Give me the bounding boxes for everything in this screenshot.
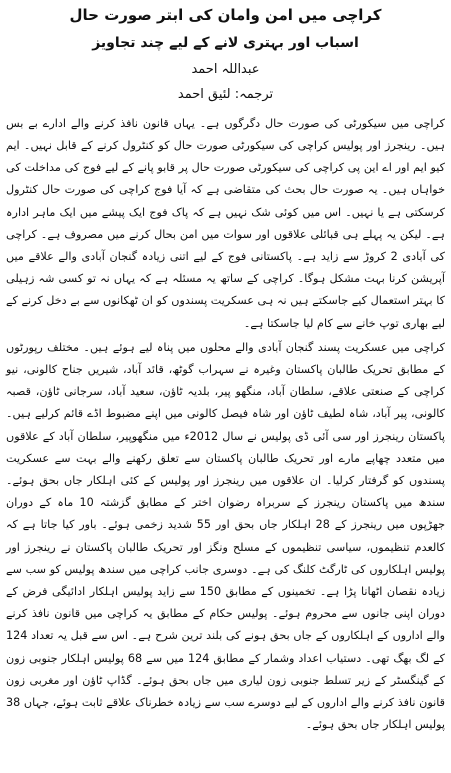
article-page [6, 4, 445, 769]
article-translator: ترجمہ: لئیق احمد [177, 86, 274, 102]
article-subtitle: اسباب اور بہتری لانے کے لیے چند تجاویز [92, 34, 359, 51]
article-title: کراچی میں امن وامان کی ابتر صورت حال [69, 6, 382, 24]
article-paragraph-2: کراچی میں عسکریت پسند گنجان آبادی والے محلوں میں پناہ لیے ہوئے ہیں۔ مختلف رپورٹوں کے مطابق تحریک طالبان پاکستان وغیرہ نے سہراب گوٹھ، قائد آباد، شیریں جناح کالونی، نیو کراچی کے صنعتی علاقے، سلطان آباد، منگھو پیر، بلدیہ ٹاؤن، سعید آباد، سرجانی ٹاؤن، قصبہ کالونی، پیر آباد، شاہ لطیف ٹاؤن اور شاہ فیصل کالونی میں اپنے مضبوط اڈے قائم کرلیے ہیں۔ پاکستان رینجرز اور سی آئی ڈی پولیس نے سال 2012ء میں منگھوپیر، سلطان آباد کے علاقوں میں متعدد چھاپے مارے اور تحریک طالبان پاکستان سے تعلق رکھنے والے بہت سے عسکریت پسندوں کو گرفتار کرلیا۔ ان علاقوں میں رینجرز اور پولیس کے کئی اہلکار جاں بحق ہوئے۔ سندھ میں پاکستان رینجرز کے سربراہ رضوان اختر کے مطابق گزشتہ 10 ماہ کے دوران جھڑپوں میں رینجرز کے 28 اہلکار جاں بحق اور 55 شدید زخمی ہوئے۔ باور کیا جاتا ہے کہ کالعدم تنظیموں، سیاسی تنظیموں کے مسلح ونگز اور تحریک طالبان پاکستان نے رینجرز اور پولیس اہلکاروں کی ٹارگٹ کلنگ کی ہے۔ دوسری جانب کراچی میں سندھ پولیس کو سب سے زیادہ نقصان اٹھانا پڑا ہے۔ تخمینوں کے مطابق 150 سے زاید پولیس اہلکار ادائیگی فرض کے دوران اپنی جانوں سے محروم ہوئے۔ پولیس حکام کے مطابق یہ کراچی میں قانون نافذ کرنے والے اداروں کے اہلکاروں کے جاں بحق ہونے کی بلند ترین شرح ہے۔ اس سے قبل یہ تعداد 124 کے لگ بھگ تھی۔ دستیاب اعداد وشمار کے مطابق 124 میں سے 68 پولیس اہلکار جنوبی زون کے گینگسٹر کے زیر تسلط جنوبی زون لیاری میں جاں بحق ہوئے۔ گڈاپ ٹاؤن اور مغربی زون قانون نافذ کرنے والے اداروں کے لیے دوسرے سب سے زیادہ خطرناک علاقے ثابت ہوئے، جہاں 38 پولیس اہلکار جاں بحق ہوئے۔ [6, 340, 445, 732]
article-paragraph-1: کراچی میں سیکورٹی کی صورت حال دگرگوں ہے۔ یہاں قانون نافذ کرنے والے ادارے بے بس ہیں۔ رینجرز اور پولیس کراچی کی سیکورٹی صورت حال کو کنٹرول کرنے کے قابل نہیں۔ ایم کیو ایم اور اے این پی کراچی کی سیکورٹی صورت حال پر قابو پانے کے لیے فوج کی مداخلت کی خواہاں ہیں۔ یہ صورت حال بحث کی متقاضی ہے کہ آیا فوج کراچی کی صورت حال کنٹرول کرسکتی ہے یا نہیں۔ اس میں کوئی شک نہیں ہے کہ پاک فوج ایک پیشے میں ایک ماہر ادارہ ہے۔ لیکن یہ پہلے ہی قبائلی علاقوں اور سوات میں امن بحال کرنے میں مصروف ہے۔ کراچی کی آبادی 2 کروڑ سے زاید ہے۔ پاکستانی فوج کے لیے اتنی زیادہ گنجان آبادی والے علاقے میں آپریشن کرنا بہت مشکل ہوگا۔ کراچی کے ساتھ یہ مسئلہ ہے کہ یہاں نہ تو کسی شہ زہیلی کا بہتر استعمال کیے جاسکتے ہیں نہ ہی عسکریت پسندوں کو ان ٹھکانوں سے بے دخل کرنے کے لیے بھاری توپ خانے سے کام لیا جاسکتا ہے۔ [6, 116, 445, 330]
article-body [6, 113, 445, 737]
article-author: عبداللہ احمد [191, 62, 260, 78]
